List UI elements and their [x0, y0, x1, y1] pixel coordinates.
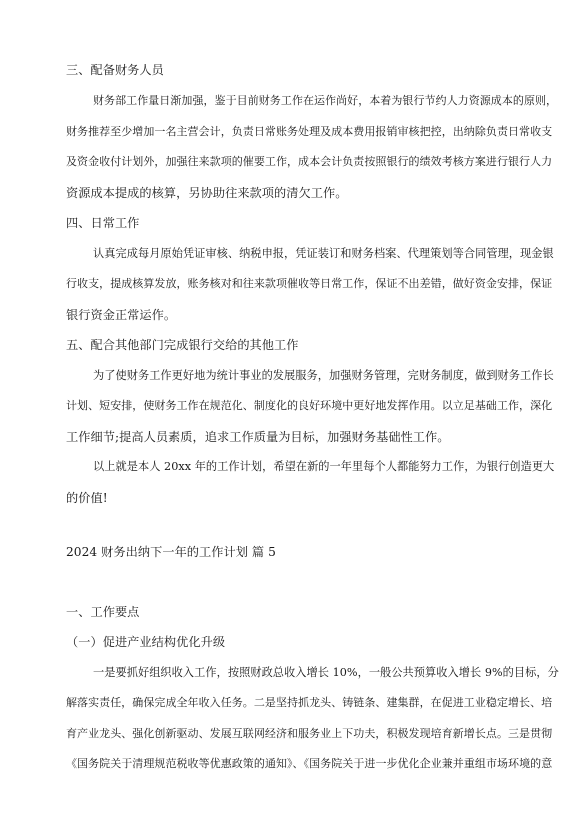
paragraph-line: 财务推荐至少增加一名主营会计，负责日常账务处理及成本费用报销审核把控，出纳除负责日常收支: [66, 125, 553, 138]
paragraph-line: 行收支，提成核算发放，账务核对和往来款项催收等日常工作，保证不出差错，做好资金安排，保证: [66, 277, 553, 290]
paragraph-line: 解落实责任，确保完成全年收入任务。二是坚持抓龙头、铸链条、建集群，在促进工业稳定增长、培: [66, 696, 553, 709]
paragraph-line: 认真完成每月原始凭证审核、纳税申报，凭证装订和财务档案、代理策划等合同管理，现金银: [93, 247, 554, 260]
section-4-heading: 四、日常工作: [66, 216, 140, 230]
paragraph-line: 为了使财务工作更好地为统计事业的发展服务，加强财务管理，完财务制度，做到财务工作长: [93, 369, 554, 382]
section-5-heading: 五、配合其他部门完成银行交给的其他工作: [66, 338, 299, 352]
paragraph-line: 育产业龙头、强化创新驱动、发展互联网经济和服务业上下功夫，积极发现培育新增长点。三是贯彻: [66, 727, 553, 740]
paragraph-line: 《国务院关于清理规范税收等优惠政策的通知》、《国务院关于进一步优化企业兼并重组市场环境的意: [66, 757, 553, 770]
part-1-subheading: （一）促进产业结构优化升级: [66, 635, 226, 649]
document-title: 2024 财务出纳下一年的工作计划 篇 5: [66, 545, 276, 559]
paragraph-line: 一是要抓好组织收入工作，按照财政总收入增长 10%，一般公共预算收入增长 9%的目标，分: [93, 666, 559, 679]
paragraph-line: 银行资金正常运作。: [66, 308, 177, 322]
paragraph-line: 资源成本提成的核算，另协助往来款项的清欠工作。: [66, 186, 348, 200]
paragraph-line: 计划、短安排，使财务工作在规范化、制度化的良好环境中更好地发挥作用。以立足基础工作，深化: [66, 399, 553, 412]
paragraph-line: 财务部工作量日渐加强，鉴于目前财务工作在运作尚好，本着为银行节约人力资源成本的原则，: [93, 94, 558, 107]
paragraph-line: 及资金收付计划外，加强往来款项的催要工作，成本会计负责按照银行的绩效考核方案进行银行人力: [66, 155, 553, 168]
paragraph-line: 以上就是本人 20xx 年的工作计划，希望在新的一年里每个人都能努力工作，为银行创造更大: [93, 460, 555, 473]
paragraph-line: 工作细节;提高人员素质，追求工作质量为目标，加强财务基础性工作。: [66, 430, 450, 444]
paragraph-line: 的价值!: [66, 491, 108, 505]
section-3-heading: 三、配备财务人员: [66, 63, 164, 77]
part-1-heading: 一、工作要点: [66, 605, 140, 619]
